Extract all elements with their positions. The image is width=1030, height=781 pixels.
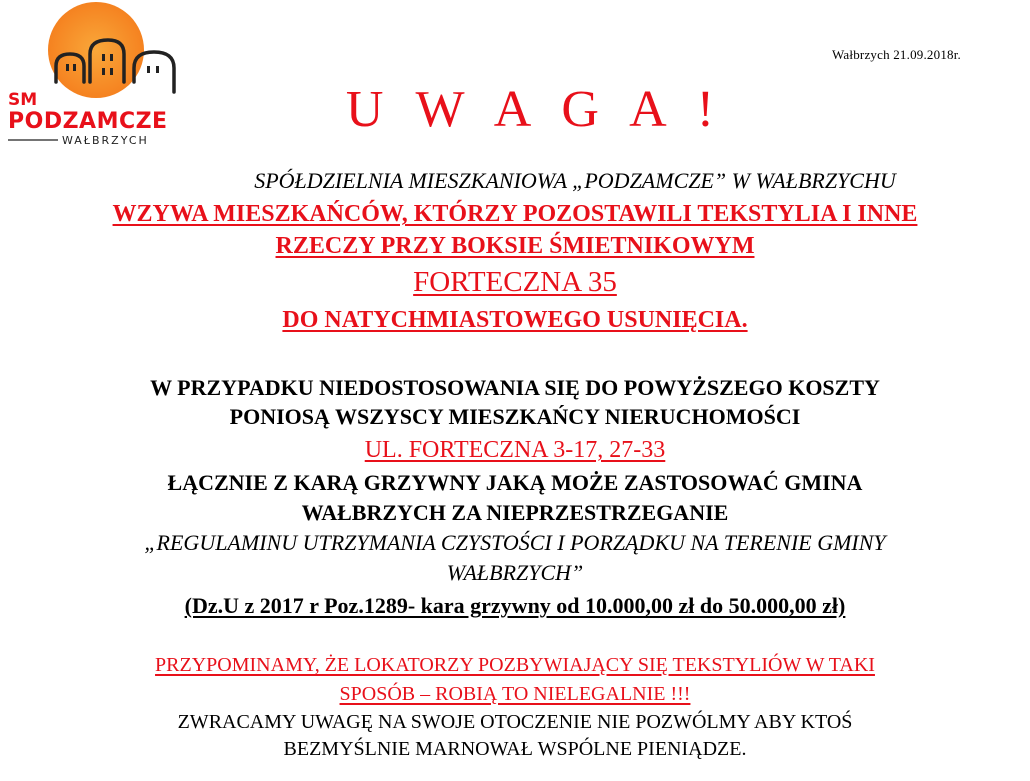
address-line	[0, 266, 1030, 299]
logo-text-sm: SM	[8, 90, 38, 110]
reminder-line-1-text: PRZYPOMINAMY, ŻE LOKATORZY POZBYWIAJĄCY SIĘ TEKSTYLIÓW W TAKI	[155, 654, 875, 676]
reminder-line-1	[0, 654, 1030, 677]
summons-line-2	[0, 233, 1030, 260]
page-title: U W A G A !	[345, 81, 725, 138]
summons-line-2-text: RZECZY PRZY BOKSIE ŚMIETNIKOWYM	[275, 233, 755, 259]
fine-line-2: WAŁBRZYCH ZA NIEPRZESTRZEGANIE	[301, 500, 729, 525]
properties-text: UL. FORTECZNA 3-17, 27-33	[364, 437, 666, 463]
properties-line	[0, 437, 1030, 464]
removal-text: DO NATYCHMIASTOWEGO USUNIĘCIA.	[282, 307, 748, 333]
cost-line-1: W PRZYPADKU NIEDOSTOSOWANIA SIĘ DO POWYŻSZEGO KOSZTY	[150, 375, 880, 400]
appeal-line-2: BEZMYŚLNIE MARNOWAŁ WSPÓLNE PIENIĄDZE.	[283, 738, 747, 760]
regulation-line-2: WAŁBRZYCH”	[446, 560, 584, 585]
reminder-line-2-text: SPOSÓB – ROBIĄ TO NIELEGALNIE !!!	[339, 683, 691, 705]
legal-reference-text: (Dz.U z 2017 r Poz.1289- kara grzywny od 10.000,00 zł do 50.000,00 zł)	[184, 593, 846, 618]
summons-line-1-text: WZYWA MIESZKAŃCÓW, KTÓRZY POZOSTAWILI TEKSTYLIA I INNE	[112, 201, 918, 227]
reminder-line-2	[0, 683, 1030, 706]
fine-line-1: ŁĄCZNIE Z KARĄ GRZYWNY JAKĄ MOŻE ZASTOSOWAĆ GMINA	[167, 470, 863, 495]
cost-line-2: PONIOSĄ WSZYSCY MIESZKAŃCY NIERUCHOMOŚCI	[229, 404, 801, 429]
cooperative-name-line: SPÓŁDZIELNIA MIESZKANIOWA „PODZAMCZE” W WAŁBRZYCHU	[254, 168, 896, 193]
appeal-line-1: ZWRACAMY UWAGĘ NA SWOJE OTOCZENIE NIE POZWÓLMY ABY KTOŚ	[177, 711, 853, 733]
removal-line	[0, 307, 1030, 334]
document-date: Wałbrzych 21.09.2018r.	[832, 47, 961, 62]
logo-text-walbrzych: WAŁBRZYCH	[62, 134, 149, 147]
address-text: FORTECZNA 35	[413, 266, 617, 298]
legal-reference-line	[0, 593, 1030, 619]
logo-text-podzamcze: PODZAMCZE	[8, 109, 168, 134]
summons-line-1	[0, 201, 1030, 228]
regulation-line-1: „REGULAMINU UTRZYMANIA CZYSTOŚCI I PORZĄDKU NA TERENIE GMINY	[144, 530, 886, 555]
